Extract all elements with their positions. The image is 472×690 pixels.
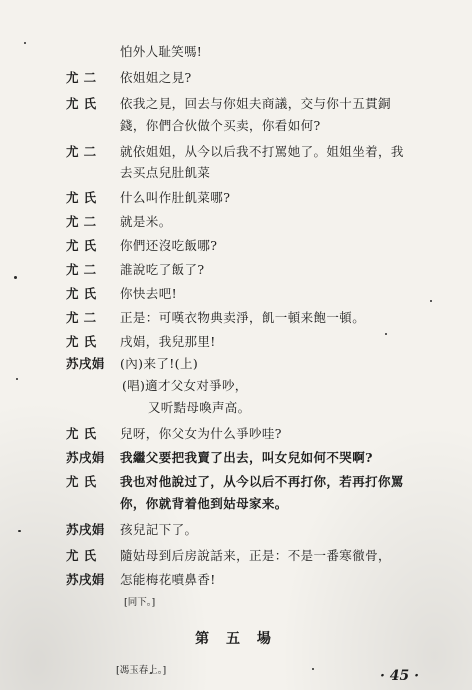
dialogue-continuation: 怕外人耻笑嗎!: [120, 44, 203, 59]
scan-speck: [430, 300, 432, 302]
page-number: · 45 ·: [380, 668, 419, 684]
dialogue-text: 怎能梅花噴鼻香!: [120, 572, 216, 587]
dialogue-text: 正是：可嘆衣物典卖淨，飢一頓来飽一頓。: [120, 310, 366, 325]
dialogue-text: 依姐姐之見?: [120, 70, 192, 85]
dialogue-text: 你快去吧!: [120, 286, 178, 301]
sung-lyric-line: (唱)適才父女对爭吵，: [122, 378, 248, 393]
speaker-name: 苏戌娟: [66, 356, 105, 371]
speaker-name: 尤 氏: [66, 286, 97, 301]
dialogue-text: 兒呀，你父女为什么爭吵哇?: [120, 426, 282, 441]
speaker-name: 尤 氏: [66, 474, 97, 489]
dialogue-text: (內)来了!(上): [120, 356, 199, 371]
dialogue-text: 你們还沒吃飯哪?: [120, 238, 218, 253]
speaker-name: 尤 二: [66, 310, 97, 325]
speaker-name: 尤 二: [66, 70, 97, 85]
speaker-name: 尤 氏: [66, 334, 97, 349]
scan-speck: [312, 668, 314, 670]
dialogue-text: 就依姐姐，从今以后我不打罵她了。姐姐坐着，我: [120, 144, 404, 159]
scene-heading: 第 五 場: [195, 631, 277, 647]
scan-speck: [385, 333, 387, 335]
stage-direction: [同下。]: [124, 597, 156, 608]
dialogue-text-continued: 錢，你們合伙做个买卖，你看如何?: [120, 118, 321, 133]
speaker-name: 尤 氏: [66, 548, 97, 563]
speaker-name: 尤 二: [66, 214, 97, 229]
dialogue-text: 我也对他說过了，从今以后不再打你，若再打你罵: [120, 474, 404, 489]
dialogue-text: 依我之見，回去与你姐夫商議，交与你十五貫銅: [120, 96, 391, 111]
speaker-name: 尤 氏: [66, 190, 97, 205]
speaker-name: 尤 氏: [66, 238, 97, 253]
scan-speck: [24, 42, 26, 44]
dialogue-text: 戌娟，我兒那里!: [120, 334, 216, 349]
speaker-name: 尤 氏: [66, 96, 97, 111]
dialogue-text: 我繼父要把我賣了出去，叫女兒如何不哭啊?: [120, 450, 373, 465]
dialogue-text-continued: 你，你就背着他到姑母家来。: [120, 496, 288, 511]
scan-speck: [18, 530, 21, 532]
sung-lyric-line: 又听黠母喚声高。: [148, 400, 251, 415]
speaker-name: 尤 二: [66, 262, 97, 277]
dialogue-text: 什么叫作肚飢菜哪?: [120, 190, 231, 205]
dialogue-text-continued: 去买点兒肚飢菜: [120, 165, 211, 180]
scan-speck: [14, 276, 17, 279]
speaker-name: 苏戌娟: [66, 572, 105, 587]
dialogue-text: 孩兒記下了。: [120, 522, 198, 537]
speaker-name: 苏戌娟: [66, 522, 105, 537]
dialogue-text: 隨姑母到后房說話来，正是：不是一番寒徹骨，: [120, 548, 391, 563]
stage-direction: [馮玉春上。]: [116, 665, 167, 676]
speaker-name: 苏戌娟: [66, 450, 105, 465]
speaker-name: 尤 二: [66, 144, 97, 159]
scan-speck: [16, 378, 18, 380]
dialogue-text: 就是米。: [120, 214, 172, 229]
dialogue-text: 誰說吃了飯了?: [120, 262, 205, 277]
speaker-name: 尤 氏: [66, 426, 97, 441]
